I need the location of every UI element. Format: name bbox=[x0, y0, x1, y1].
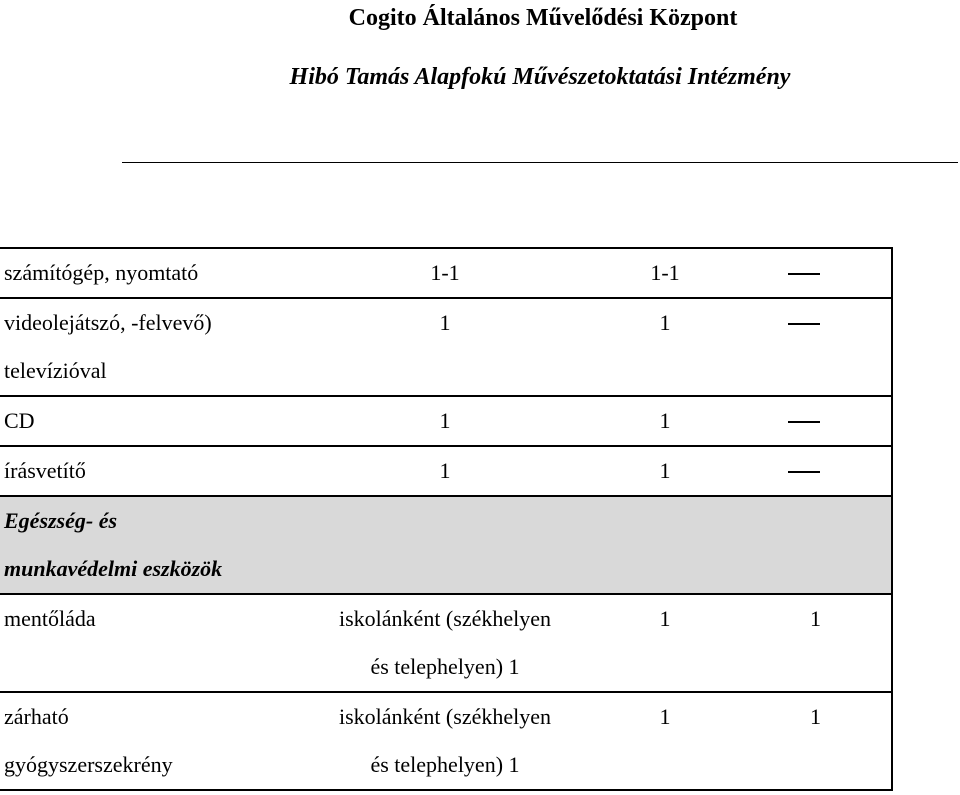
quantity-cell bbox=[590, 248, 740, 298]
quantity-cell bbox=[740, 298, 892, 396]
item-name: írásvetítő bbox=[4, 458, 86, 483]
item-name: mentőláda bbox=[4, 606, 96, 631]
item-name: televízióval bbox=[4, 358, 107, 383]
quantity-value: 1 bbox=[439, 408, 451, 433]
section-title: munkavédelmi eszközök bbox=[4, 556, 223, 581]
quantity-cell bbox=[300, 446, 590, 496]
quantity-cell bbox=[590, 298, 740, 396]
item-name: gyógyszerszekrény bbox=[4, 752, 173, 777]
item-name: számítógép, nyomtató bbox=[4, 260, 199, 285]
quantity-value: 1 bbox=[659, 310, 671, 335]
institution-subtitle: Hibó Tamás Alapfokú Művészetoktatási Intézmény bbox=[289, 64, 791, 90]
quantity-cell bbox=[590, 396, 740, 446]
quantity-cell bbox=[740, 594, 892, 692]
quantity-value: 1 bbox=[659, 408, 671, 433]
dash-mark bbox=[740, 249, 891, 297]
table-row bbox=[0, 692, 892, 790]
quantity-cell bbox=[740, 692, 892, 790]
quantity-cell bbox=[300, 248, 590, 298]
dash-mark bbox=[740, 299, 891, 347]
item-name-cell bbox=[0, 446, 300, 496]
table-row bbox=[0, 396, 892, 446]
quantity-value: 1 bbox=[439, 310, 451, 335]
quantity-cell bbox=[300, 298, 590, 396]
quantity-note: és telephelyen) 1 bbox=[370, 752, 520, 777]
quantity-note: és telephelyen) 1 bbox=[370, 654, 520, 679]
table-row bbox=[0, 594, 892, 692]
item-name: CD bbox=[4, 408, 35, 433]
item-name-cell bbox=[0, 298, 300, 396]
table-row bbox=[0, 446, 892, 496]
quantity-cell bbox=[740, 446, 892, 496]
quantity-cell bbox=[590, 594, 740, 692]
section-header-cell bbox=[0, 496, 892, 594]
section-title: Egészség- és bbox=[4, 508, 118, 533]
dash-mark bbox=[740, 397, 891, 445]
dash-mark bbox=[740, 447, 891, 495]
quantity-note: iskolánként (székhelyen bbox=[339, 606, 551, 631]
equipment-table bbox=[0, 247, 893, 791]
quantity-cell bbox=[300, 692, 590, 790]
quantity-value: 1 bbox=[659, 458, 671, 483]
institution-title: Cogito Általános Művelődési Központ bbox=[348, 5, 738, 31]
item-name: zárható bbox=[4, 704, 69, 729]
header-divider bbox=[122, 162, 958, 163]
item-name-cell bbox=[0, 248, 300, 298]
quantity-cell bbox=[300, 396, 590, 446]
quantity-note: iskolánként (székhelyen bbox=[339, 704, 551, 729]
quantity-cell bbox=[590, 446, 740, 496]
quantity-cell bbox=[740, 248, 892, 298]
quantity-value: 1 bbox=[810, 704, 821, 729]
quantity-cell bbox=[740, 396, 892, 446]
quantity-value: 1 bbox=[810, 606, 821, 631]
item-name-cell bbox=[0, 594, 300, 692]
section-header-row bbox=[0, 496, 892, 594]
quantity-cell bbox=[300, 594, 590, 692]
table-row bbox=[0, 248, 892, 298]
table-row bbox=[0, 298, 892, 396]
quantity-value: 1 bbox=[439, 458, 451, 483]
quantity-value: 1 bbox=[659, 606, 671, 631]
item-name: videolejátszó, -felvevő) bbox=[4, 310, 212, 335]
quantity-cell bbox=[590, 692, 740, 790]
quantity-value: 1-1 bbox=[650, 260, 680, 285]
item-name-cell bbox=[0, 396, 300, 446]
quantity-value: 1-1 bbox=[430, 260, 460, 285]
quantity-value: 1 bbox=[659, 704, 671, 729]
item-name-cell bbox=[0, 692, 300, 790]
